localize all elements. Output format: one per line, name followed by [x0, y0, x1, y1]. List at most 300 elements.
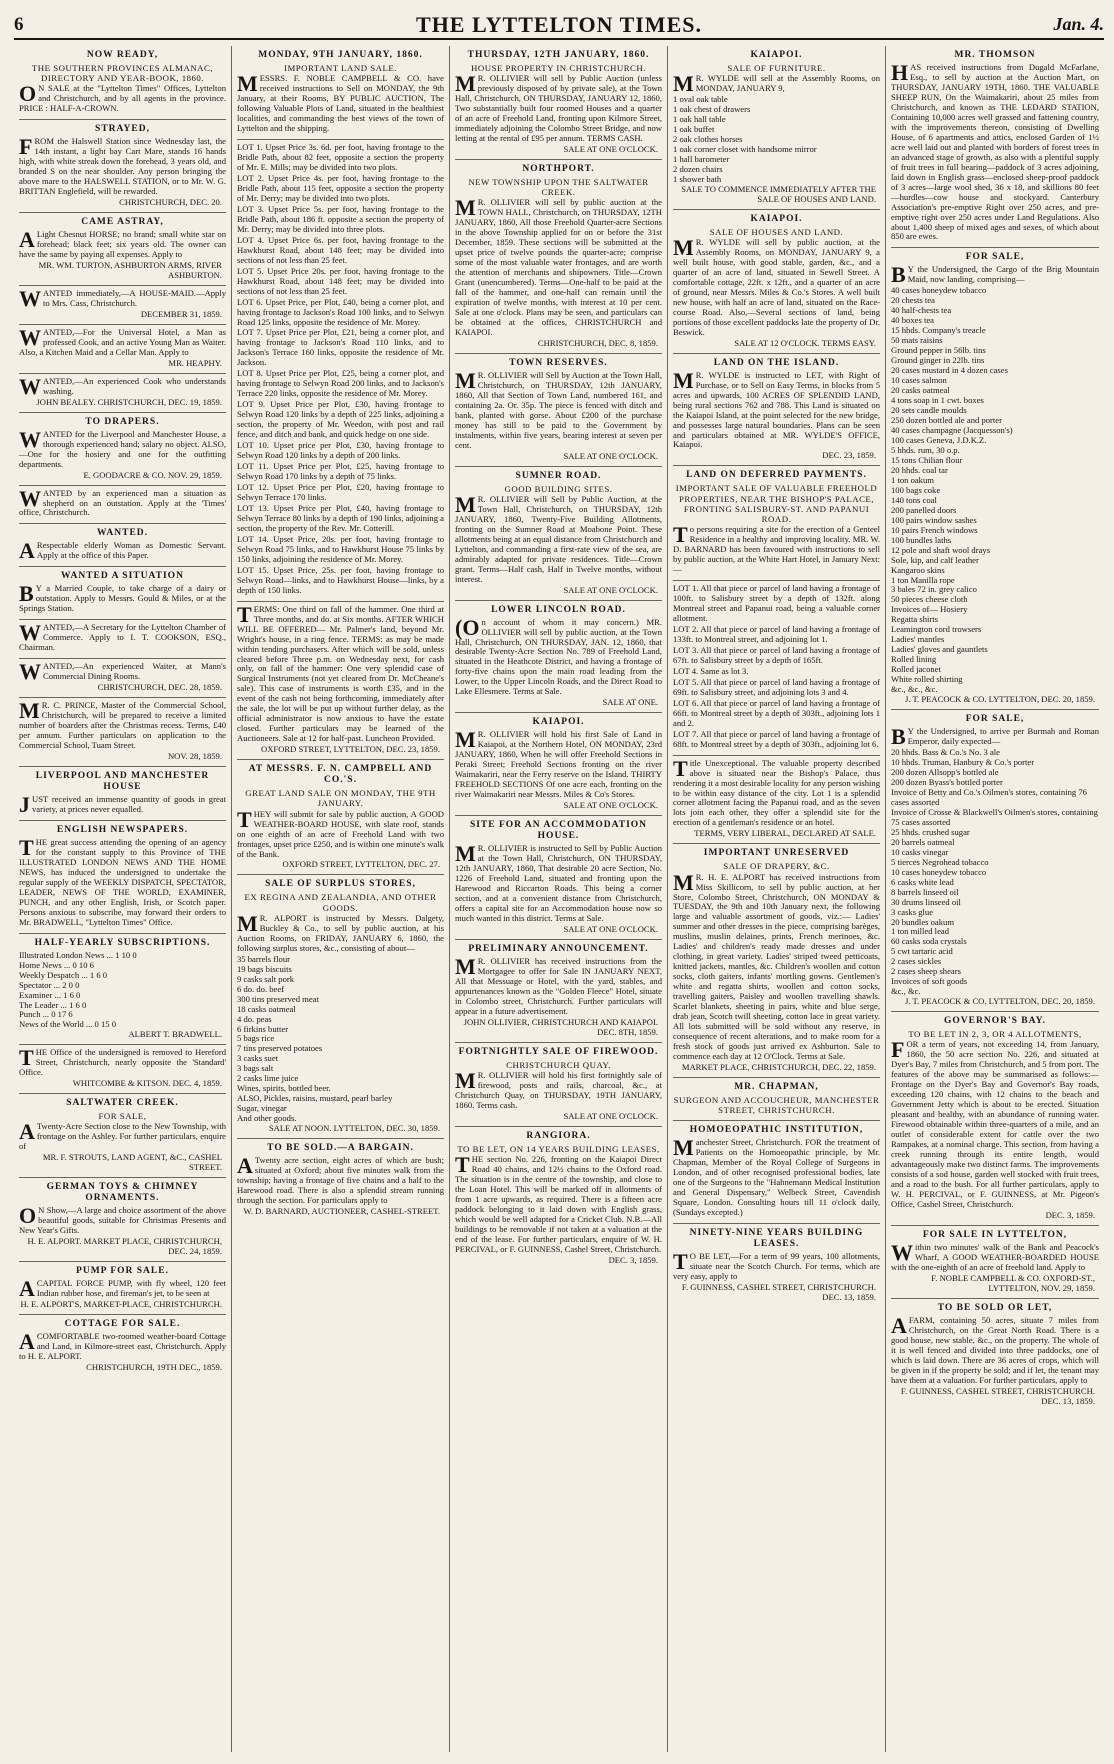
list-line: 15 hhds. Company's treacle	[891, 325, 986, 336]
list-line: Sole, kip, and calf leather	[891, 554, 979, 565]
list-line: 1 hall barometer	[673, 153, 730, 164]
list-line: 15 tons Chilian flour	[891, 454, 963, 465]
ad-heading: KAIAPOI.	[532, 717, 585, 728]
advertisement	[19, 286, 226, 325]
ad-body: MR. H. E. ALPORT has received instructions from Miss Skillicorn, to sell by public auction, at her Store, Colombo Street, Christchurch, ON MONDAY & TUESDAY, the 9th and 10th January next, the following large and valuable assortment of goods, viz.:— Ladies' summer and other dresses in the piece, comprising barèges, muslins, muslin delaines, prints, French merinoes, &c. Ladies' and children's ready made dresses and under clothing, in great variety. Ladies' striped tweed petticoats, knitted jackets, mantles, &c. Children's woollen and cotton socks, cloth gaiters, infants' mortling gowns. Gentlemen's white and regatta shirts, woollen and cotton socks, travelling gaiters, Paisley and woollen travelling shawls. Scarlet blankets, sheeting in pairs, white and blue serge, drab jean, Scotch twill sheeting, cotton lace in great variety. All lots submitted will be sold without any reserve, in consequence of recent alterations, and to make room for a fresh stock of goods just arrived ex Ashburton. Sale to commence each day at 12 O'Clock. Terms at Sale.	[673, 869, 880, 1061]
ad-body: Title Unexceptional. The valuable property described above is situated near the Bishop's Palace, thus rendering it a most desirable locality for any person wishing to be within easy distance of the city. Lot 1 is a splendid corner allotment facing the Papanui road, and as the seven lots join each other, they offer a splendid site for the erection of a gentleman's residence or an hotel.	[673, 755, 880, 828]
ad-heading: WANTED A SITUATION	[61, 571, 184, 582]
ad-heading: HALF-YEARLY SUBSCRIPTIONS.	[34, 937, 211, 948]
advertisement	[237, 1139, 444, 1221]
list-line: 30 drums linseed oil	[891, 896, 961, 907]
ad-signature: SALE TO COMMENCE IMMEDIATELY AFTER THE SALE OF HOUSES AND LAND.	[681, 183, 876, 204]
ad-subheading: IMPORTANT SALE OF VALUABLE FREEHOLD PROPERTIES, NEAR THE BISHOP'S PALACE, FRONTING SALISBURY-ST. AND PAPANUI ROAD.	[675, 483, 878, 525]
list-line: 20 barrels oatmeal	[891, 836, 955, 847]
list-line: Sugar, vinegar	[237, 1103, 287, 1114]
ad-body: ATwenty-Acre Section close to the New Township, with frontage on the Ashley. For further particulars, enquire of	[19, 1119, 226, 1152]
newspaper-title: THE LYTTELTON TIMES.	[416, 12, 702, 37]
lot-description: LOT 4. Same as lot 3.	[673, 665, 749, 676]
list-line: And other goods.	[237, 1113, 297, 1124]
list-line: 200 panelled doors	[891, 504, 957, 515]
advertisement	[19, 659, 226, 698]
ad-body: ON Show,—A large and choice assortment of the above beautiful goods, suitable for Christmas Presents and New Year's Gifts.	[19, 1203, 226, 1236]
list-line: 1 oak corner closet with handsome mirror	[673, 144, 817, 154]
lot-description: LOT 10. Upset price per Plot, £30, having frontage to Selwyn Road 120 links by a depth of 200 links.	[237, 440, 444, 461]
ad-heading: MR. THOMSON	[954, 50, 1036, 60]
advertisement	[891, 248, 1099, 710]
list-line: 20 cases mustard in 4 dozen cases	[891, 365, 1008, 376]
advertisement	[455, 940, 662, 1043]
ad-signature: J. T. PEACOCK & CO. LYTTELTON, DEC. 20, 1859.	[904, 694, 1095, 705]
ad-heading: LAND ON THE ISLAND.	[713, 357, 840, 368]
lot-description: LOT 1. All that piece or parcel of land having a frontage of 100ft. to Salisbury street by a depth of 132ft. along Montreal street and Papanui road, being a valuable corner allotment.	[673, 583, 880, 623]
ad-body: WANTED,—An experienced Waiter, at Mann's Commercial Dining Rooms.	[19, 659, 226, 685]
ad-body: Within two minutes' walk of the Bank and Peacock's Wharf, A GOOD WEATHER-BOARDED HOUSE with the one-eighth of an acre of freehold land. Apply to	[891, 1239, 1099, 1272]
ad-signature: WHITCOMBE & KITSON. DEC. 4, 1859.	[72, 1078, 222, 1089]
list-line: 20 chests tea	[891, 295, 935, 306]
ad-signature: DEC. 3, 1859.	[608, 1254, 658, 1265]
advertisement	[673, 581, 880, 756]
advertisement	[19, 767, 226, 821]
list-line: White rolled shirting	[891, 674, 963, 685]
list-line: 100 bundles laths	[891, 534, 952, 545]
lot-description: LOT 15. Upset Price, 25s. per foot, having frontage to Selwyn Road—links, and to Hawkhurst House—links, by a depth of 150 links.	[237, 564, 444, 595]
ad-signature: JOHN BEALEY. CHRISTCHURCH, DEC. 19, 1859.	[36, 396, 222, 407]
ad-heading: NORTHPORT.	[522, 163, 595, 174]
list-line: 35 barrels flour	[237, 953, 290, 964]
ad-signature: MR. HEAPHY.	[168, 357, 222, 368]
ad-body: MR. OLLIVIER has received instructions from the Mortgagee to offer for Sale IN JANUARY NEXT, All that Messuage or Hotel, with the yard, stables, and appurtenances known as the "Golden Fleece" Hotel, situate in Colombo street, Christchurch. Further particulars will appear in a future advertisement.	[455, 953, 662, 1016]
ad-heading: GERMAN TOYS & CHIMNEY ORNAMENTS.	[46, 1182, 199, 1204]
ad-heading: SALE OF SURPLUS STORES,	[265, 879, 416, 890]
lot-description: LOT 3. Upset Price 5s. per foot, having frontage to the Bridle Path, about 186 ft. opposite a section the property of Mr. Derry; may be divided into three plots.	[237, 203, 444, 234]
list-line: 200 dozen Byass's bottled porter	[891, 776, 1003, 787]
list-line: 12 pole and shaft wool drays	[891, 544, 991, 555]
ad-heading: AT MESSRS. F. N. CAMPBELL AND CO.'S.	[248, 764, 433, 786]
advertisement	[19, 213, 226, 286]
list-line: Rolled lining	[891, 654, 937, 665]
column-1	[14, 46, 232, 1752]
ad-body: MR. WYLDE will sell at the Assembly Rooms, on MONDAY, JANUARY 9,	[673, 71, 880, 97]
ad-signature: SALE AT ONE O'CLOCK.	[563, 1110, 658, 1121]
advertisement	[455, 1127, 662, 1270]
ad-signature: SALE AT ONE O'CLOCK.	[563, 923, 658, 934]
list-line: 10 cases honeydew tobacco	[891, 866, 987, 877]
list-line: 2 casks lime juice	[237, 1073, 299, 1084]
advertisement	[19, 374, 226, 413]
ad-signature: DEC. 23, 1859.	[822, 450, 876, 461]
list-line: The Leader ... 1 6 0	[19, 999, 87, 1010]
ad-signature: CHRISTCHURCH, DEC. 28, 1859.	[97, 682, 222, 693]
ad-heading: LOWER LINCOLN ROAD.	[491, 604, 626, 615]
list-line: 100 cases Geneva, J.D.K.Z.	[891, 434, 987, 445]
list-line: 1 ton Manilla rope	[891, 574, 955, 585]
ad-subheading: GOOD BUILDING SITES.	[504, 483, 613, 494]
advertisement	[19, 821, 226, 934]
list-line: 3 casks glue	[891, 906, 934, 917]
list-line: 10 casks vinegar	[891, 846, 949, 857]
ad-body: MESSRS. F. NOBLE CAMPBELL & CO. have received instructions to Sell on MONDAY, the 9th January, at their Rooms, BY PUBLIC AUCTION, The following Valuable Plots of Land, situated in the healthiest localities, and commanding the best views of the town of Lyttelton and the shipping.	[237, 71, 444, 134]
list-line: 100 bags coke	[891, 484, 941, 495]
lot-description: LOT 5. Upset Price 20s. per foot, having frontage to the Hawkhurst Road, about 148 feet; may be divided into sections of not less than 25 feet.	[237, 265, 444, 296]
ad-heading: GOVERNOR'S BAY.	[944, 1016, 1046, 1027]
list-line: 1 oak chest of drawers	[673, 104, 751, 115]
ad-signature: TERMS, VERY LIBERAL, DECLARED AT SALE.	[694, 828, 876, 839]
masthead	[14, 10, 1104, 40]
ad-heading: FORTNIGHTLY SALE OF FIREWOOD.	[458, 1046, 659, 1057]
ad-subheading: FOR SALE,	[98, 1111, 147, 1122]
advertisement	[673, 1121, 880, 1224]
ad-body: MR. OLLIVIER will hold his first Sale of Land in Kaiapoi, at the Northern Hotel, ON MONDAY, 23rd JANUARY, 1860, When he will offer Freehold Sections in Peraki Street; Freehold Sections fronting on the river Waimakariri, near the Ferry reserve on the Island. THIRTY FREEHOLD SECTIONS Of one acre each, fronting on the river Waimakariri near Messrs. Miles & Co's Stores.	[455, 727, 662, 800]
ad-heading: TO BE SOLD OR LET,	[937, 1302, 1053, 1313]
ad-heading: SITE FOR AN ACCOMMODATION HOUSE.	[469, 820, 648, 842]
advertisement	[673, 466, 880, 581]
ad-heading: WANTED.	[96, 528, 149, 539]
ad-body: FOR a term of years, not exceeding 14, from January, 1860, the 50 acre section No. 226, and situated at Dyer's Bay, 7 miles from Christchurch, and 5 from port. The features of the above may be summarised as follows:—Frontage on the Dyer's Bay and Governor's Bay roads, exceeding 120 chains, with 12 chains to the beach and Government Jetty which is about to be erected. Situation pleasant and healthy, with an abundance of running water. Firewood obtainable within three-quarters of a mile, and an outlet of considerable extent for cattle over the two Rampakes, at a nominal charge. This section, from having a creek running through its entire length, would advantageously make two distinct farms. The improvements consists of a sod house, garden well stocked with fruit trees, and a road to the bush. For all further particulars, apply to W. H. PERCIVAL, or F. GUINNESS, at Mr. Pigeon's Office, Cashel Street, Christchurch.	[891, 1037, 1099, 1209]
ad-subheading: HOUSE PROPERTY IN CHRISTCHURCH.	[471, 63, 646, 74]
advertisement	[19, 46, 226, 120]
list-line: 6 casks white lead	[891, 876, 954, 887]
list-line: Punch ... 0 17 6	[19, 1009, 73, 1020]
list-line: 250 dozen bottled ale and porter	[891, 415, 1002, 425]
ad-heading: PRELIMINARY ANNOUNCEMENT.	[468, 943, 649, 954]
advertisement	[19, 1262, 226, 1315]
ad-signature: SALE AT ONE O'CLOCK.	[563, 584, 658, 595]
list-line: 2 oak clothes horses	[673, 134, 743, 145]
ad-signature: MR. F. STROUTS, LAND AGENT, &C., CASHEL STREET.	[42, 1152, 222, 1173]
advertisement	[891, 46, 1099, 248]
ad-body: MR. ALPORT is instructed by Messrs. Dalgety, Buckley & Co., to sell by public auction, at his Auction Rooms, on FRIDAY, JANUARY 6, 1860, the following surplus stores, &c., consisting of about—	[237, 910, 444, 953]
ad-body: ATwenty acre section, eight acres of which are bush; situated at Oxford; about five minutes walk from the township; having a frontage of five chains and a half to the Harewood road. There is also a splendid stream running through the section. For particulars apply to	[237, 1153, 444, 1206]
ad-heading: LIVERPOOL AND MANCHESTER HOUSE	[35, 770, 210, 792]
ad-body: MR. OLLIVIER is instructed to Sell by Public Auction at the Town Hall, Christchurch, ON THURSDAY, 12th JANUARY, 1860, That desirable 20 acre Section, No. 1226 of Freehold Land, situated and fronting upon the Harewood and Riccarton Roads. This being a corner section, and at a convenient distance from Christchurch, offers a capital site for an Accommodation house now so much wanted in this district. Terms at Sale.	[455, 841, 662, 923]
list-line: 5 hhds. rum, 30 o.p.	[891, 444, 960, 455]
advertisement	[19, 1045, 226, 1094]
ad-body: MR. OLLIVIER will sell by Public Auction (unless previously disposed of by private sale), at the Town Hall, Christchurch, ON THURSDAY, JANUARY 12, 1860, Two substantially built four roomed Houses and a quarter of an acre of Freehold Land, fronting upon Kilmore Street, immediately adjoining the Colombo Street Bridge, and now letting at the rental of £95 per annum. TERMS CASH.	[455, 71, 662, 144]
list-line: 2 cases sheep shears	[891, 966, 961, 977]
list-line: Invoice of Betty and Co.'s Oilmen's stores, containing 76 cases assorted	[891, 786, 1087, 807]
advertisement	[19, 620, 226, 659]
list-line: 25 hhds. crushed sugar	[891, 826, 970, 837]
ad-body: (On account of whom it may concern.) MR. OLLIVIER will sell by public auction, at the Town Hall, Christchurch, ON THURSDAY, JAN. 12, 1860, that desirable Twenty-Acre Section No. 789 of Freehold Land, situated in the Heathcote District, and having a frontage of forty-five chains upon the main road leading from the Lower, to the Upper Lincoln Roads, and the Direct Road to Lake Ellesmere. Terms at Sale.	[455, 614, 662, 697]
advertisement	[19, 120, 226, 213]
list-line: 2 dozen chairs	[673, 163, 723, 174]
list-line: 20 casks oatmeal	[891, 385, 950, 396]
page-number: 6	[14, 14, 24, 35]
list-line: Invoices of soft goods	[891, 976, 968, 987]
ad-body: BY the Undersigned, the Cargo of the Brig Mountain Maid, now landing, comprising—	[891, 262, 1099, 288]
ad-signature: F. GUINNESS, CASHEL STREET, CHRISTCHURCH. DEC. 13, 1859.	[681, 1282, 876, 1303]
ad-signature: E. GOODACRE & CO. NOV. 29, 1859.	[83, 469, 222, 480]
ad-signature: H. E. ALPORT'S, MARKET-PLACE, CHRISTCHURCH.	[20, 1299, 222, 1310]
ad-signature: DEC. 3, 1859.	[1045, 1209, 1095, 1220]
lot-description: LOT 9. Upset Price per Plot, £30, having frontage to Selwyn Road 120 links by a depth of 225 links, adjoining a section, the property of Mr. Weedon, with post and rail fence, and ditch and bank, and quick hedge on one side.	[237, 399, 444, 440]
ad-signature: CHRISTCHURCH, DEC. 20.	[119, 197, 222, 208]
ad-body: TERMS: One third on fall of the hammer. One third at Three months, and do. at Six months. AFTER WHICH WILL BE OFFERED— Mr. Palmer's land, beyond Mr. Wright's house, in a ring fence. TERMS: as may be made within tending purchasers. After which will be sold, unless cleared before Three p.m. on Wednesday next, for cash only, on fall of the hammer: One very splendid case of Surgical Instruments (not yet cleared from Dr. McCheane's sale). This case of instruments is worth £35, and in the event of the cash not being forthcoming, immediately after the sale, the lot will be put up without further delay, as the official administrator is now anxious to have the estate closed. Further particulars may be learned of the Auctioneers. Sale at 12 for half-past. Luncheon Provided.	[237, 601, 444, 744]
advertisement	[455, 160, 662, 354]
list-line: Wines, spirits, bottled beer.	[237, 1083, 331, 1094]
advertisement	[673, 46, 880, 210]
lot-description: LOT 2. Upset Price 4s. per foot, having frontage to the Bridle Path, about 115 feet, opposite a section the property of Mr. Derry; may be divided into two plots.	[237, 172, 444, 203]
advertisement	[673, 354, 880, 467]
ad-signature: OXFORD STREET, LYTTELTON, DEC. 27.	[282, 859, 440, 870]
ad-body: WANTED,—An experienced Cook who understands washing.	[19, 373, 226, 399]
advertisement	[891, 1226, 1099, 1299]
ad-body: MR. WYLDE is instructed to LET, with Right of Purchase, or to Sell on Easy Terms, in blocks from 5 acres and upwards, 100 ACRES OF SPLENDID LAND, being rural sections 762 and 788. This Land is situated on the Kaiapoi Island, at the point selected for the new bridge, and possesses large natural boundaries. Plans can be seen and particulars obtained at MR. WYLDE'S OFFICE, Kaiapoi.	[673, 367, 880, 450]
list-line: Leamington cord trowsers	[891, 624, 982, 635]
list-line: 40 cases honeydew tobacco	[891, 285, 987, 296]
ad-signature: SALE AT ONE O'CLOCK.	[563, 144, 658, 154]
list-line: 1 ton oakum	[891, 474, 934, 485]
ad-body: HAS received instructions from Dugald McFarlane, Esq., to sell by auction at the Auction Mart, on THURSDAY, JANUARY 19TH, 1860. THE VALUABLE SHEEP RUN, On the Waimakariri, about 25 miles from Christchurch, and known as THE LEDARD STATION, Containing 10,000 acres well grassed and fattening country, with the improvements thereon, consisting of Dwelling House, of 6 apartments and attics, enclosed Garden of 1½ acre well laid out and planted with borders of forest trees in an advanced stage of growth, as also with a plentiful supply of fruit trees in full bearing—paddock of 3 acres adjoining, laid down in English grass—enclosed sheep-proof paddock of 3 acres—large wool shed, 36 x 18, and skillions 80 feet—hurdles—cow house and stockyard. Canterbury Association's pre-emptive Right over 250 acres, and pre-emptive right over 250 acres under Land Regulations. Also about 1,400 sheep of mixed ages and sexes, of which about 850 are ewes.	[891, 60, 1099, 242]
ad-body: ACOMFORTABLE two-roomed weather-board Cottage and Land, in Kilmore-street east, Christchurch. Apply to H. E. ALPORT.	[19, 1329, 226, 1362]
ad-subheading: GREAT LAND SALE ON MONDAY, THE 9TH JANUARY.	[245, 788, 436, 809]
ad-heading: STRAYED,	[95, 124, 150, 135]
ad-heading: SALTWATER CREEK.	[66, 1098, 179, 1109]
ad-signature: J. T. PEACOCK & CO. LYTTELTON, DEC. 20, 1859.	[904, 996, 1095, 1007]
list-line: 1 oval oak table	[673, 94, 728, 105]
advertisement	[673, 756, 880, 845]
advertisement	[19, 325, 226, 374]
advertisement	[891, 1299, 1099, 1411]
ad-heading: NOW READY,	[86, 50, 159, 60]
list-line: 5 tierces Negrohead tobacco	[891, 856, 989, 867]
list-line: 10 pairs French windows	[891, 524, 978, 535]
ad-body: MR. OLLIVIER will Sell by Public Auction, at the Town Hall, Christchurch, on THURSDAY, 12th JANUARY, 1860, Twenty-Five Building Allotments, fronting on the Sumner Road at Moabone Point. These allotments being at an equal distance from Christchurch and Lyttelton, and commanding a first-rate view of the sea, are admirably adapted for private residences. Title—Crown grant. Terms—Half cash, Half in Twelve months, without interest.	[455, 491, 662, 584]
ad-body: WANTED,—A Secretary for the Lyttelton Chamber of Commerce. Apply to I. T. COOKSON, ESQ., Chairman.	[19, 620, 226, 653]
ad-heading: PUMP FOR SALE.	[76, 1266, 169, 1277]
ad-subheading: TO BE LET IN 2, 3, OR 4 ALLOTMENTS,	[908, 1029, 1082, 1040]
lot-description: LOT 2. All that piece or parcel of land having a frontage of 133ft. to Montreal street, and adjoining lot 1.	[673, 623, 880, 644]
lot-description: LOT 7. Upset Price per Plot, £21, being a corner plot, and having frontage to Jackson's Road 110 links, and to Jackson's Terrace 160 links, opposite the residence of Mr. Jackson.	[237, 327, 444, 368]
ad-signature: SALE AT ONE.	[602, 697, 658, 708]
ad-heading: SUMNER ROAD.	[515, 470, 602, 481]
ad-subheading: IMPORTANT LAND SALE.	[284, 63, 397, 74]
advertisement	[673, 210, 880, 354]
columns	[14, 46, 1104, 1752]
advertisement	[237, 602, 444, 761]
ad-signature: DECEMBER 31, 1859.	[140, 308, 222, 319]
lot-description: LOT 6. Upset Price, per Plot, £40, being a corner plot, and having frontage to Jackson's Road 100 links, and to Selwyn Road 125 links, opposite the residence of Mr. Morey.	[237, 296, 444, 327]
lot-description: LOT 14. Upset Price, 20s. per foot, having frontage to Selwyn Road 75 links, and to Hawkhurst House 75 links by 150 links, adjoining the residence of Mr. Morey.	[237, 533, 444, 564]
advertisement	[455, 467, 662, 601]
list-line: 10 cases salmon	[891, 375, 947, 386]
advertisement	[19, 1178, 226, 1262]
list-line: &c., &c., &c.	[891, 684, 938, 695]
list-line: Ladies' mantles	[891, 634, 945, 645]
list-line: Spectator ... 2 0 0	[19, 979, 80, 990]
ad-heading: KAIAPOI.	[750, 50, 803, 60]
list-line: 60 casks soda crystals	[891, 936, 967, 947]
ad-body: WANTED for the Liverpool and Manchester House, a thorough experienced hand; salary no object. ALSO,—One for the hosiery and one for the outfitting departments.	[19, 426, 226, 469]
list-line: 10 hhds. Truman, Hanbury & Co.'s porter	[891, 757, 1035, 768]
list-line: Illustrated London News ... 1 10 0	[19, 949, 137, 960]
list-line: 4 tons soap in 1 cwt. boxes	[891, 395, 984, 406]
ad-body: Manchester Street, Christchurch. FOR the treatment of Patients on the Homoeopathic principle, by Mr. Chapman, Member of the Royal College of Surgeons in London, and of other recognised professional bodies, late one of the Surgeons to the "Hahnemann Medical Institution and General Dispensary," Welbeck Street, Cavendish Square, London. Consulting hours till 11 o'clock daily, (Sundays excepted.)	[673, 1135, 880, 1218]
list-line: Rolled jaconet	[891, 664, 941, 675]
list-line: Regatta shirts	[891, 614, 939, 625]
lot-description: LOT 5. All that piece or parcel of land having a frontage of 69ft. to Salisbury street, and adjoining lots 3 and 4.	[673, 676, 880, 697]
list-line: 40 cases champagne (Jacquesson's)	[891, 424, 1013, 435]
list-line: 3 casks suet	[237, 1053, 279, 1064]
list-line: 1 oak hall table	[673, 114, 726, 125]
ad-signature: JOHN OLLIVIER, CHRISTCHURCH AND KAIAPOI. DEC. 8TH, 1859.	[463, 1016, 658, 1037]
lot-description: LOT 7. All that piece or parcel of land having a frontage of 68ft. to Montreal street by a depth of 303ft., adjoining lot 6.	[673, 728, 880, 749]
ad-body: MR. C. PRINCE, Master of the Commercial School, Christchurch, will be prepared to receive a limited number of boarders after the Christmas recess. Terms, £40 per annum. Further particulars on application to the Commercial School, Tuam Street.	[19, 698, 226, 750]
ad-body: MR. WYLDE will sell by public auction, at the Assembly Rooms, on MONDAY, JANUARY 9, a well built house, with good stable, garden, &c., and a quarter of an acre of land, situated in Sewell Street. A comfortable cottage, 22ft. x 12ft., and a quarter of an acre of ground, near Messrs. Miles & Co.'s Stores. A well built new house, with half an acre of land, situated on the Race-course Road. Also,—Several sections of land, being portions of those excellent paddocks late the property of Dr. Beswick.	[673, 235, 880, 337]
advertisement	[455, 816, 662, 940]
advertisement	[455, 354, 662, 467]
ad-signature: W. D. BARNARD, AUCTIONEER, CASHEL-STREET.	[243, 1206, 440, 1217]
list-line: 8 barrels linseed oil	[891, 886, 959, 897]
advertisement	[673, 1078, 880, 1121]
ad-body: BY the Undersigned, to arrive per Burmah and Roman Emperor, daily expected—	[891, 724, 1099, 750]
lot-description: LOT 8. Upset Price per Plot, £25, being a corner plot, and having frontage to Selwyn Road 200 links, and to Jackson's Terrace 220 links, opposite the residence of Mr. Morey.	[237, 368, 444, 399]
ad-heading: FOR SALE,	[965, 252, 1025, 263]
list-line: 4 do. peas	[237, 1013, 272, 1024]
lot-description: LOT 4. Upset Price 6s. per foot, having frontage to the Hawkhurst Road, about 148 feet; may be divided into sections of not less than 25 feet.	[237, 234, 444, 265]
list-line: 7 tins preserved potatoes	[237, 1043, 323, 1054]
ad-body: ON SALE at the "Lyttelton Times" Offices, Lyttelton and Christchurch, and by all agents in the province. PRICE : HALF-A-CROWN.	[19, 81, 226, 114]
advertisement	[237, 140, 444, 602]
list-line: Ground pepper in 56lb. tins	[891, 345, 986, 356]
list-line: Examiner ... 1 6 0	[19, 989, 81, 1000]
list-line: 1 shower bath	[673, 173, 722, 184]
list-line: 2 cases sickles	[891, 956, 942, 967]
list-line: &c., &c.	[891, 986, 921, 997]
ad-heading: TO BE SOLD.—A BARGAIN.	[267, 1143, 414, 1154]
list-line: 5 bags rice	[237, 1033, 275, 1044]
list-line: 18 casks oatmeal	[237, 1003, 296, 1014]
ad-heading: MONDAY, 9TH JANUARY, 1860.	[258, 50, 423, 60]
ad-signature: F. NOBLE CAMPBELL & CO. OXFORD-ST., LYTTELTON, NOV. 29, 1859.	[931, 1272, 1095, 1293]
ad-body: ARespectable elderly Woman as Domestic Servant. Apply at the office of this Paper.	[19, 538, 226, 564]
ad-body: THE section No. 226, fronting on the Kaiapoi Direct Road 40 chains, and 12½ chains to the Oxford road. The situation is in the centre of the township, and close to the Loan Hotel. This will be marked off in allotments of from 1 acre upwards, as required. There is a fifteen acre paddock belonging to it laid down with English grass, which would be well adapted for a Cricket Club. N.B.—All buildings to be removable if not taken at a valuation at the end of the lease. For further particulars, enquire of W. H. PERCIVAL, or F. GUINNESS, Cashel Street, Christchurch.	[455, 1151, 662, 1254]
ad-signature: SALE AT ONE O'CLOCK.	[563, 800, 658, 811]
ad-heading: HOMOEOPATHIC INSTITUTION,	[689, 1125, 864, 1136]
ad-body: To persons requiring a site for the erection of a Genteel Residence in a healthy and improving locality. MR. W. D. BARNARD has been favoured with instructions to sell by public auction, at the White Hart Hotel, in January Next:—	[673, 522, 880, 575]
ad-body: MR. OLLIVIER will hold his first fortnightly sale of firewood, posts and rails, charcoal, &c., at Christchurch Quay, on THURSDAY, 19TH JANUARY, 1860. Terms cash.	[455, 1067, 662, 1110]
issue-date: Jan. 4.	[1053, 14, 1104, 34]
ad-subheading: THE SOUTHERN PROVINCES ALMANAC, DIRECTORY AND YEAR-BOOK, 1860.	[31, 63, 214, 84]
ad-body: TO BE LET,—For a term of 99 years, 100 allotments, situate near the Scotch Church. For terms, which are very easy, apply to	[673, 1249, 880, 1282]
ad-subheading: SALE OF DRAPERY, &C.	[723, 861, 830, 872]
ad-body: BY a Married Couple, to take charge of a dairy or outstation. Apply to Messrs. Gould & Miles, or at the Springs Station.	[19, 581, 226, 614]
list-line: 1 ton milled lead	[891, 926, 949, 937]
list-line: 3 bags salt	[237, 1063, 274, 1074]
ad-signature: SALE AT ONE O'CLOCK.	[563, 450, 658, 461]
column-5	[886, 46, 1104, 1752]
list-line: Kangaroo skins	[891, 564, 945, 575]
list-line: 50 pieces cheese cloth	[891, 594, 968, 605]
advertisement	[891, 1012, 1099, 1226]
ad-body: AFARM, containing 50 acres, situate 7 miles from Christchurch, on the Great North Road. There is a good house, new stable, &c., on the property. The whole of it is well fenced and divided into three paddocks, one of which is laid down. There are 36 acres of crops, which will be given in if the property be sold; and if let, the tenant may have them at a valuation. For further particulars, apply to	[891, 1312, 1099, 1385]
ad-heading: CAME ASTRAY,	[81, 217, 164, 228]
advertisement	[237, 760, 444, 875]
advertisement	[19, 698, 226, 767]
ad-subheading: CHRISTCHURCH QUAY.	[506, 1059, 611, 1070]
list-line: 50 mats raisins	[891, 335, 943, 346]
ad-signature: SALE AT NOON. LYTTELTON, DEC. 30, 1859.	[268, 1123, 440, 1134]
ad-heading: KAIAPOI.	[750, 213, 803, 224]
advertisement	[19, 413, 226, 486]
list-line: 19 bags biscuits	[237, 963, 292, 974]
advertisement	[455, 1043, 662, 1127]
advertisement	[673, 844, 880, 1078]
ad-signature: SALE AT 12 O'CLOCK. TERMS EASY.	[734, 337, 876, 348]
ad-signature: CHRISTCHURCH, DEC. 8, 1859.	[537, 337, 658, 348]
list-line: 1 oak buffet	[673, 124, 715, 135]
ad-heading: FOR SALE,	[965, 714, 1025, 725]
list-line: Home News ... 0 10 6	[19, 959, 94, 970]
advertisement	[455, 713, 662, 816]
ad-signature: NOV. 28, 1859.	[167, 750, 222, 761]
ad-heading: ENGLISH NEWSPAPERS.	[56, 824, 189, 835]
advertisement	[19, 1315, 226, 1377]
list-line: Ground ginger in 22lb. tins	[891, 355, 985, 366]
list-line: 140 tons coal	[891, 494, 937, 505]
ad-subheading: SURGEON AND ACCOUCHEUR, MANCHESTER STREET, CHRISTCHURCH.	[673, 1094, 880, 1116]
ad-heading: RANGIORA.	[526, 1130, 591, 1141]
ad-body: WANTED by an experienced man a situation as shepherd on an outstation. Apply at the 'Times' office, Christchurch.	[19, 485, 226, 518]
column-3	[450, 46, 668, 1752]
ad-signature: CHRISTCHURCH, 19TH DEC., 1859.	[86, 1362, 222, 1373]
lot-description: LOT 3. All that piece or parcel of land having a frontage of 67ft. to Salisbury street by a depth of 165ft.	[673, 644, 880, 665]
list-line: 200 dozen Allsopp's bottled ale	[891, 766, 999, 777]
lot-description: LOT 12. Upset Price per Plot, £20, having frontage to Selwyn Terrace 170 links.	[237, 482, 444, 502]
list-line: Invoice of Crosse & Blackwell's Oilmen's stores, containing 75 cases assorted	[891, 806, 1098, 827]
ad-body: THE great success attending the opening of an agency for the constant supply to this Province of THE ILLUSTRATED LONDON NEWS AND THE HOME NEWS, has induced the undersigned to undertake the regular supply of the WEEKLY DISPATCH, SPECTATOR, LEADER, NEWS OF THE WORLD, EXAMINER, PUNCH, and any other English, Irish, or Scotch paper. Persons anxious to subscribe, may forward their orders to Mr. BRADWELL, "Lyttelton Times" Office.	[19, 834, 226, 927]
ad-body: MR. OLLIVIER will sell by public auction at the TOWN HALL, Christchurch, on THURSDAY, 12TH JANUARY, 1860, All those Freehold Quarter-acre Sections in the above Township applied for on or before the 31st December, 1859. These sections will be submitted at the upset price of twelve pounds the quarter-acre; comprise some of the most valuable water frontages, and are worth the attention of merchants and shipowners. Title—Crown Grant (unencumbered). Terms—One-half to be paid at the fall of the hammer, and one-half can remain until the expiration of twelve months, with interest at 10 per cent. Sale at one o'clock. Plans may be seen, and particulars can be obtained at the offices, CHRISTCHURCH and KAIAPOI.	[455, 195, 662, 337]
ad-subheading: EX REGINA AND ZEALANDIA, AND OTHER GOODS.	[244, 892, 437, 913]
advertisement	[19, 524, 226, 567]
ad-body: JUST received an immense quantity of goods in great variety, at prices never equalled.	[19, 791, 226, 817]
list-line: 6 firkins butter	[237, 1023, 289, 1034]
ad-signature: H. E. ALPORT. MARKET PLACE, CHRISTCHURCH, DEC. 24, 1859.	[27, 1236, 222, 1257]
ad-body: ACAPITAL FORCE PUMP, with fly wheel, 120 feet Indian rubber hose, and fireman's jet, to be seen at	[19, 1276, 226, 1302]
ad-heading: TOWN RESERVES.	[509, 357, 608, 368]
advertisement	[19, 934, 226, 1046]
ad-subheading: SALE OF HOUSES AND LAND.	[709, 226, 844, 237]
list-line: Weekly Despatch ... 1 6 0	[19, 969, 108, 980]
advertisement	[19, 567, 226, 620]
ad-signature: F. GUINNESS, CASHEL STREET, CHRISTCHURCH. DEC. 13, 1859.	[900, 1385, 1095, 1406]
advertisement	[237, 875, 444, 1139]
list-line: 20 sets candle moulds	[891, 405, 967, 416]
ad-signature: OXFORD STREET, LYTTELTON, DEC. 23, 1859.	[261, 744, 440, 755]
advertisement	[455, 601, 662, 714]
ad-signature: MR. WM. TURTON, ASHBURTON ARMS, RIVER ASHBURTON.	[38, 260, 222, 281]
advertisement	[19, 1094, 226, 1178]
ad-heading: COTTAGE FOR SALE.	[64, 1319, 181, 1330]
list-line: Invoices of— Hosiery	[891, 604, 968, 615]
lot-description: LOT 13. Upset Price per Plot, £40, having frontage to Selwyn Terrace 80 links by a depth of 190 links, adjoining a section, the property of the Rev. Mr. Cotterill.	[237, 502, 444, 533]
list-line: 300 tins preserved meat	[237, 993, 319, 1004]
ad-signature: ALBERT T. BRADWELL.	[128, 1029, 222, 1040]
ad-heading: FOR SALE IN LYTTELTON,	[922, 1229, 1068, 1240]
ad-body: FROM the Halswell Station since Wednesday last, the 14th instant, a light bay Cart Mare, stands 16 hands high, with white streak down the forehead, 3 years old, and branded S on the near shoulder. Any person bringing the above mare to the HALSWELL STATION, or to Mr. W. G. BRITTAN Englefield, will be rewarded.	[19, 134, 226, 197]
list-line: News of the World ... 0 15 0	[19, 1019, 117, 1030]
ad-heading: LAND ON DEFERRED PAYMENTS.	[686, 470, 867, 481]
list-line: 20 hhds. coal tar	[891, 464, 948, 475]
lot-description: LOT 1. Upset Price 3s. 6d. per foot, having frontage to the Bridle Path, about 82 feet, opposite a section the property of Mr. E. Mills; may be divided into two plots.	[237, 142, 444, 172]
lot-description: LOT 6. All that piece or parcel of land having a frontage of 66ft. to Montreal street by a depth of 303ft., adjoining lots 1 and 2.	[673, 697, 880, 728]
list-line: 20 bundles oakum	[891, 916, 955, 927]
list-line: 100 pairs window sashes	[891, 514, 977, 525]
list-line: 40 half-chests tea	[891, 305, 952, 316]
ad-heading: IMPORTANT UNRESERVED	[703, 848, 850, 859]
ad-heading: TO DRAPERS.	[85, 416, 160, 427]
ad-heading: THURSDAY, 12TH JANUARY, 1860.	[467, 50, 650, 60]
